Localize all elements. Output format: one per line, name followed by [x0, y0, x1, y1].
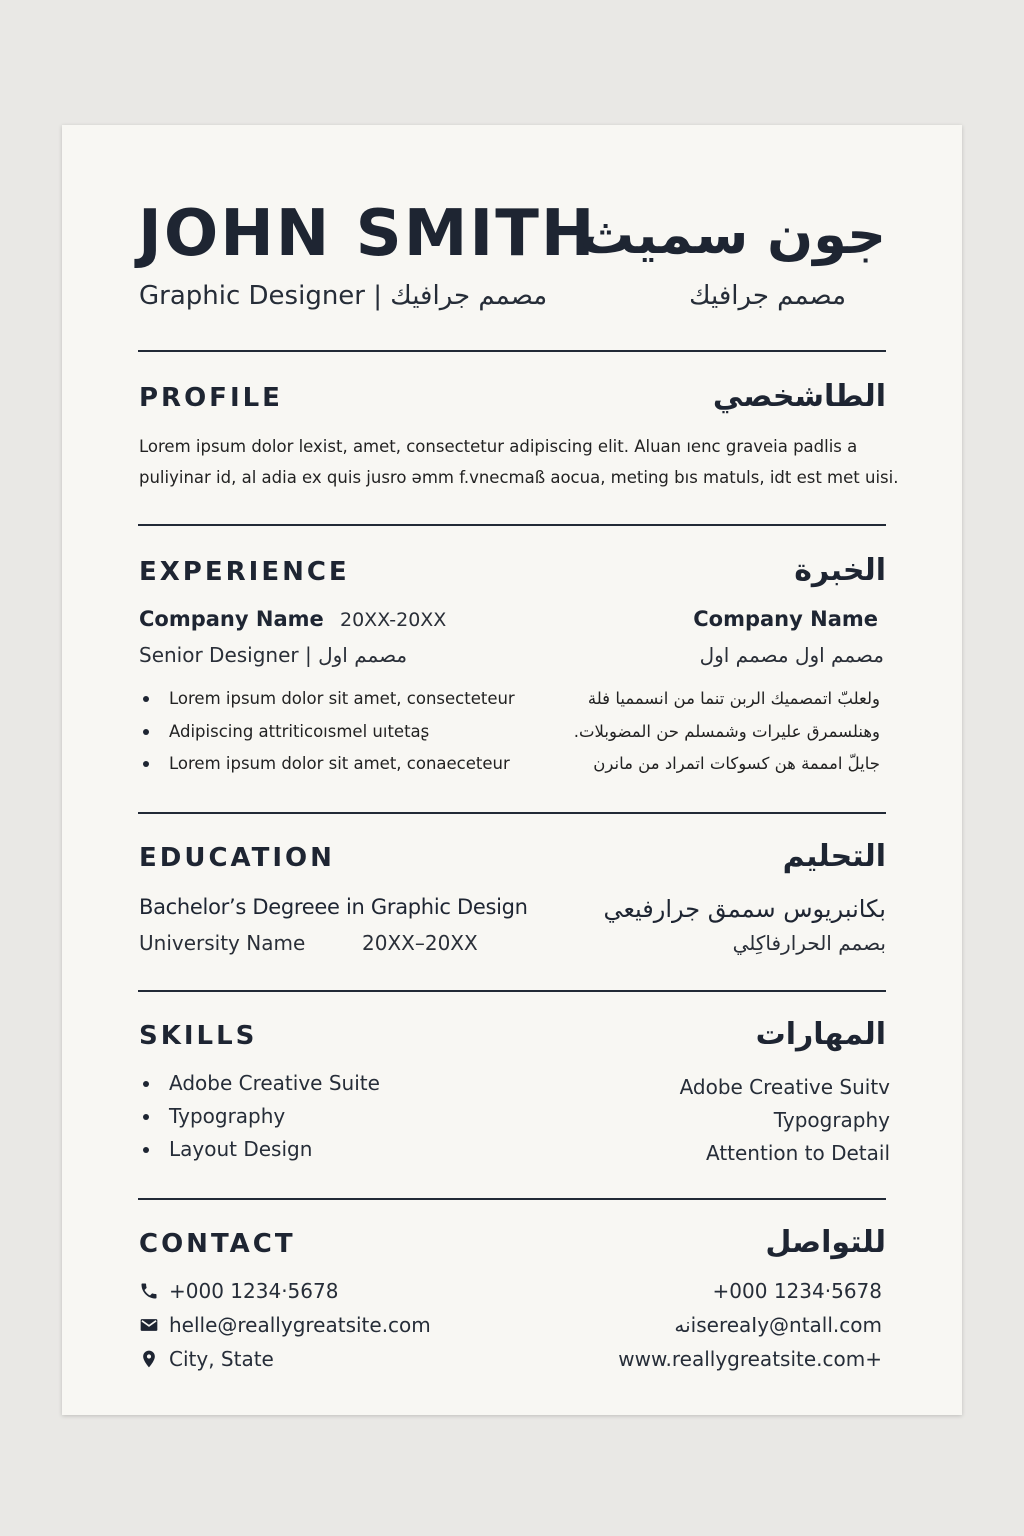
list-item: Typography: [139, 1100, 380, 1133]
education-heading-arabic: التحليم: [782, 839, 886, 874]
employment-dates: 20XX-20XX: [340, 609, 447, 631]
list-item: Attention to Detail: [705, 1141, 890, 1165]
list-item: ولعلبّ اتمصميك الربن تنما من انسمميا فلة: [587, 689, 880, 708]
divider: [138, 524, 886, 526]
university-name-arabic: بصمم الحرارفاكِلي: [732, 931, 886, 955]
divider: [138, 1198, 886, 1200]
education-heading: EDUCATION: [139, 843, 335, 873]
job-title-english: Graphic Designer | مصمم جرافيك: [139, 281, 548, 311]
name-english: JOHN SMITH: [138, 197, 597, 271]
list-item: جايلّ امممة هن كسوكات اتمراد من مانرن: [593, 754, 880, 773]
divider: [138, 990, 886, 992]
divider: [138, 350, 886, 352]
skills-heading-arabic: المهارات: [755, 1017, 886, 1052]
list-item: Adobe Creative Suitv: [679, 1075, 890, 1099]
profile-text-line: puliyinar id, al adia ex quis jusro əmm f.vnecmaß aocua, meting bıs matuls, idt est met uisi.: [139, 468, 899, 487]
education-years: 20XX–20XX: [362, 931, 478, 955]
degree-title-arabic: بكانبريوس سممق جرارفيعي: [603, 895, 886, 923]
phone-number: +000 1234·5678: [169, 1279, 339, 1303]
location-pin-icon: [139, 1349, 159, 1369]
contact-email: [139, 1310, 431, 1340]
contact-phone: [139, 1276, 338, 1306]
skills-list-arabic-column: [680, 1071, 890, 1170]
phone-number-arabic-column: +000 1234·5678: [712, 1279, 882, 1303]
list-item: Layout Design: [139, 1133, 380, 1166]
phone-icon: [139, 1281, 159, 1301]
profile-heading: PROFILE: [139, 383, 283, 413]
resume-page: [62, 125, 962, 1415]
experience-heading-arabic: الخبرة: [794, 553, 886, 588]
contact-location: [139, 1344, 274, 1374]
location-text: City, State: [169, 1347, 274, 1371]
list-item: وهنلسمرق عليرات وشمسلم حن المضوبلات.: [573, 721, 880, 741]
list-item: Adobe Creative Suite: [139, 1067, 380, 1100]
university-name: University Name: [139, 931, 306, 955]
list-item: Lorem ipsum dolor sit amet, consecteteur: [139, 683, 515, 716]
experience-bullets: [139, 683, 515, 781]
email-address-arabic-column[interactable]: نهisereaIy@ntall.com: [674, 1313, 882, 1337]
experience-bullets-arabic: [574, 683, 880, 781]
website-url[interactable]: www.reallygreatsite.com+: [618, 1347, 882, 1371]
divider: [138, 812, 886, 814]
skills-list: [139, 1067, 380, 1166]
contact-heading: CONTACT: [139, 1229, 296, 1259]
email-icon: [139, 1315, 159, 1335]
contact-heading-arabic: للتواصل: [765, 1225, 886, 1260]
company-name-arabic-column: Company Name: [693, 607, 878, 631]
job-role-arabic: مصمم اول مصمم اول: [699, 643, 884, 667]
profile-heading-arabic: الطاشخصي: [712, 379, 886, 414]
job-title-arabic: مصمم جرافيك: [689, 281, 846, 311]
email-address[interactable]: helle@reallygreatsite.com: [169, 1313, 431, 1337]
name-arabic: جون سميث: [579, 203, 886, 266]
skills-heading: SKILLS: [139, 1021, 258, 1051]
list-item: Adipiscing attriticoısmel uıtetaʂ: [139, 716, 515, 749]
job-role: Senior Designer | مصمم اول: [139, 643, 408, 667]
experience-heading: EXPERIENCE: [139, 557, 350, 587]
company-name: Company Name: [139, 607, 324, 631]
list-item: Lorem ipsum dolor sit amet, conaeceteur: [139, 748, 515, 781]
profile-text-line: Lorem ipsum dolor lexist, amet, consectetur adipiscing elit. Aluan ıenc graveia padlis a: [139, 437, 858, 456]
degree-title: Bachelor’s Degreee in Graphic Design: [139, 895, 528, 919]
list-item: Typography: [773, 1108, 890, 1132]
